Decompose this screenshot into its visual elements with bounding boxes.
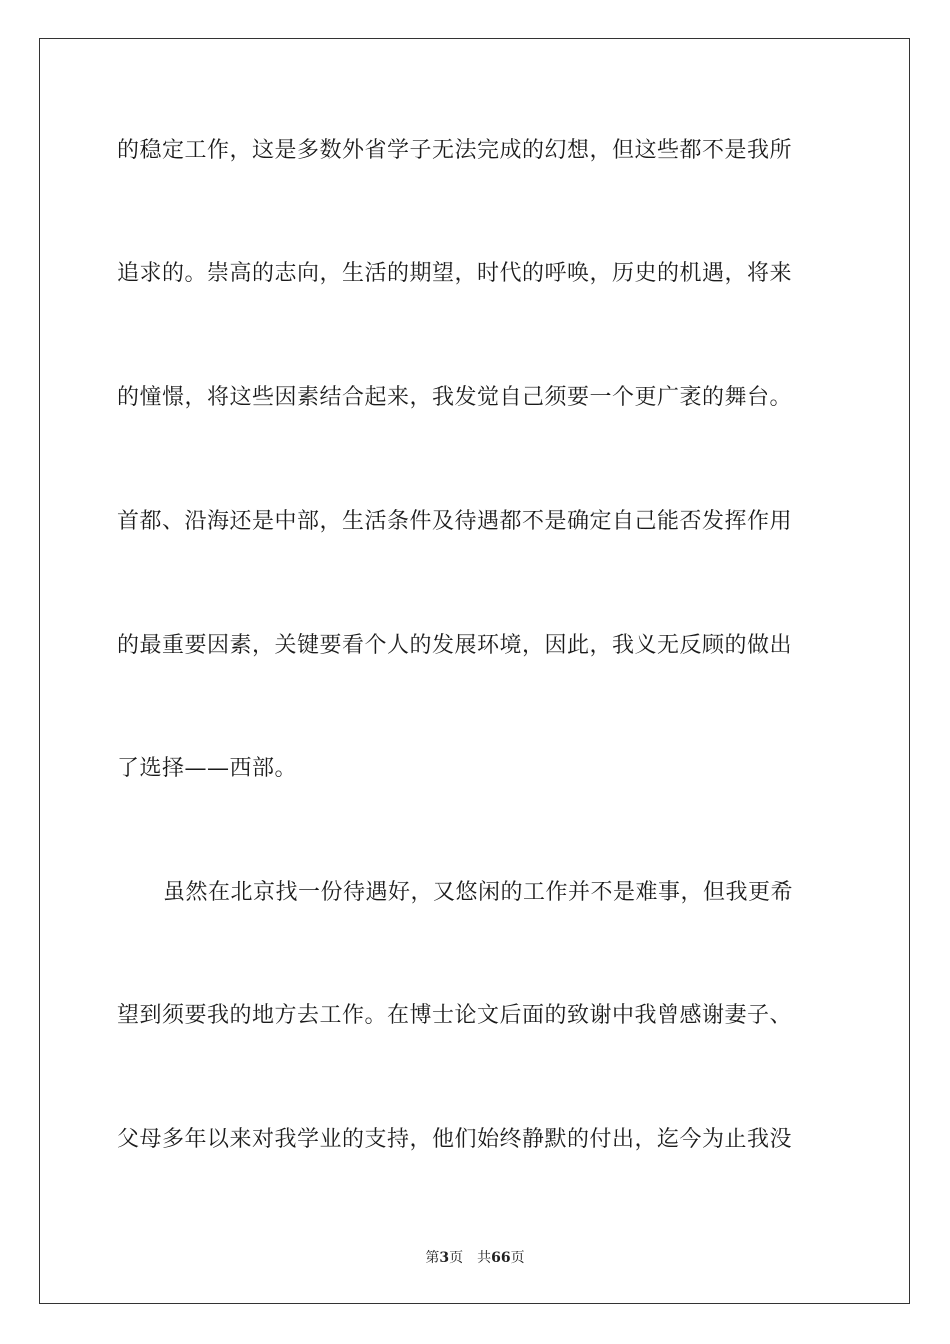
text-line: 追求的。崇高的志向，生活的期望，时代的呼唤，历史的机遇，将来 xyxy=(117,261,793,286)
text-line: 望到须要我的地方去工作。在博士论文后面的致谢中我曾感谢妻子、 xyxy=(117,1003,793,1028)
text-line: 父母多年以来对我学业的支持，他们始终静默的付出，迄今为止我没 xyxy=(117,1127,793,1152)
text-line: 的稳定工作，这是多数外省学子无法完成的幻想，但这些都不是我所 xyxy=(117,138,793,163)
page-suffix: 页 xyxy=(449,1250,464,1266)
page-footer xyxy=(0,1247,950,1267)
page-frame xyxy=(39,38,910,1304)
page-total: 66 xyxy=(491,1250,511,1266)
paragraph-first-line: 虽然在北京找一份待遇好，又悠闲的工作并不是难事，但我更希 xyxy=(163,880,794,905)
page-current: 3 xyxy=(439,1250,450,1266)
text-line: 的憧憬，将这些因素结合起来，我发觉自己须要一个更广袤的舞台。 xyxy=(117,385,793,410)
total-prefix: 共 xyxy=(477,1250,492,1266)
page-prefix: 第 xyxy=(425,1250,440,1266)
total-suffix: 页 xyxy=(510,1250,525,1266)
text-line: 首都、沿海还是中部，生活条件及待遇都不是确定自己能否发挥作用 xyxy=(117,509,793,534)
text-line: 了选择——西部。 xyxy=(117,756,298,781)
text-line: 的最重要因素，关键要看个人的发展环境，因此，我义无反顾的做出 xyxy=(117,633,793,658)
